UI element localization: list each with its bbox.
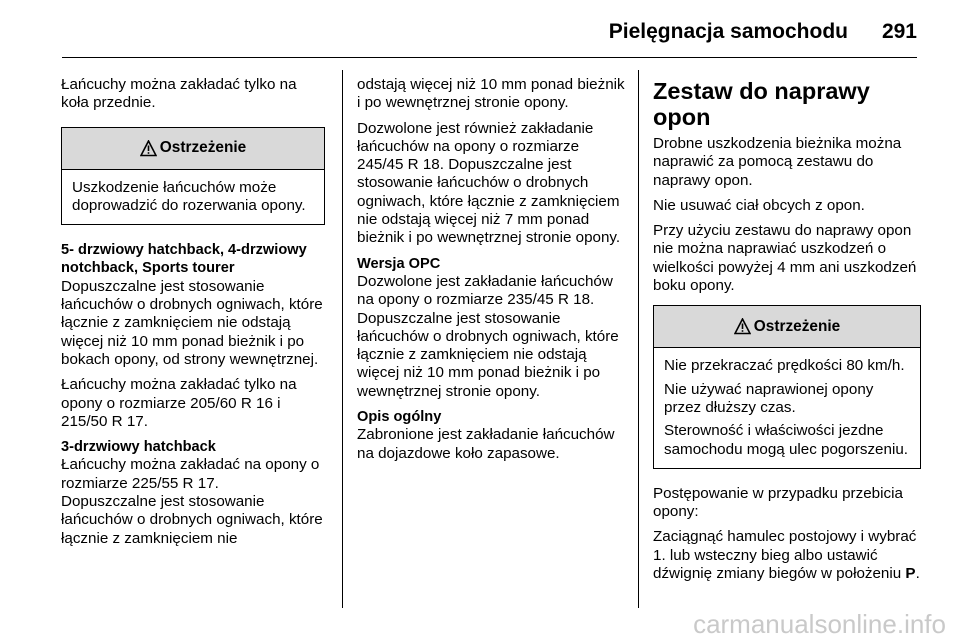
column-2 (357, 76, 625, 470)
warning-label: Ostrzeżenie (753, 317, 841, 335)
warning-triangle-icon (140, 140, 157, 157)
warning-handling: Sterowność i właściwości jezdne samochodu mogą ulec pogorszeniu. (664, 422, 908, 458)
warning-box-chains (61, 127, 325, 226)
p5-end: . (915, 565, 920, 583)
paragraph-3door-2: Dopuszczalne jest stosowanie łańcuchów o drobnych ogniwach, które łącznie z zamknięciem nie (61, 493, 323, 547)
section-title-repair-kit: Zestaw do naprawy opon (653, 78, 870, 130)
section-heading-5door: 5- drzwiowy hatchback, 4-drzwiowy notchback, Sports tourer (61, 242, 307, 277)
gear-position-p: P (905, 565, 916, 583)
warning-label: Ostrzeżenie (159, 138, 247, 156)
column-1 (61, 76, 325, 555)
column-divider-2 (638, 70, 639, 608)
paragraph-col3-4: Postępowanie w przypadku przebicia opony: (653, 484, 903, 521)
paragraph-col2-1: odstają więcej niż 10 mm ponad bieżnik i po wewnętrznej stronie opony. (357, 76, 625, 112)
warning-text: Uszkodzenie łańcuchów może doprowadzić do rozerwania opony. (72, 178, 306, 214)
paragraph-opc: Dozwolone jest zakładanie łańcuchów na opony o rozmiarze 235/45 R 18. Dopuszczalne jest stosowanie łańcuchów o drobnych ogniwach, które łącznie z zamknięciem nie odstają więcej niż 10 mm ponad bieżnik i po wewnętrznej stronie opony. (357, 272, 619, 400)
section-heading-opc: Wersja OPC (357, 255, 441, 272)
watermark: carmanualsonline.info (693, 609, 946, 639)
warning-triangle-icon (734, 318, 751, 335)
warning-body (62, 170, 324, 225)
warning-box-repair (653, 305, 921, 468)
paragraph-general: Zabronione jest zakładanie łańcuchów na dojazdowe koło zapasowe. (357, 426, 615, 462)
paragraph-3door-1: Łańcuchy można zakładać na opony o rozmiarze 225/55 R 17. (61, 456, 320, 492)
page-number: 291 (881, 20, 917, 43)
column-divider-1 (342, 70, 343, 608)
paragraph-col3-2: Nie usuwać ciał obcych z opon. (653, 196, 865, 214)
header-rule (62, 57, 917, 58)
warning-duration: Nie używać naprawionej opony przez dłuższy czas. (664, 380, 874, 416)
warning-body (654, 348, 920, 467)
paragraph-col3-3: Przy użyciu zestawu do naprawy opon nie można naprawiać uszkodzeń o wielkości powyżej 4 mm ani uszkodzeń boku opony. (653, 222, 917, 295)
paragraph-col3-1: Drobne uszkodzenia bieżnika można naprawić za pomocą zestawu do naprawy opon. (653, 135, 902, 189)
warning-speed: Nie przekraczać prędkości 80 km/h. (664, 357, 905, 375)
p5-text: Zaciągnąć hamulec postojowy i wybrać 1. lub wsteczny bieg albo ustawić dźwignię zmiany biegów w położeniu (653, 528, 917, 583)
paragraph-5door-1: Dopuszczalne jest stosowanie łańcuchów o drobnych ogniwach, które łącznie z zamknięciem nie odstają więcej niż 10 mm ponad bieżnik i po bokach opony, od strony wewnętrznej. (61, 277, 323, 368)
warning-header (62, 128, 324, 170)
section-heading-general: Opis ogólny (357, 409, 442, 426)
section-heading-3door: 3-drzwiowy hatchback (61, 439, 216, 456)
intro-text: Łańcuchy można zakładać tylko na koła przednie. (61, 76, 297, 112)
paragraph-col2-2: Dozwolone jest również zakładanie łańcuchów na opony o rozmiarze 245/45 R 18. Dopuszczalne jest stosowanie łańcuchów o drobnych ogniwach, które łącznie z zamknięciem nie odstają więcej niż 7 mm ponad bieżnik i po wewnętrznej stronie opony. (357, 119, 621, 247)
page-title: Pielęgnacja samochodu (608, 20, 848, 43)
paragraph-col3-5 (653, 528, 921, 583)
column-3 (653, 78, 921, 590)
paragraph-5door-2: Łańcuchy można zakładać tylko na opony o rozmiarze 205/60 R 16 i 215/50 R 17. (61, 376, 297, 430)
warning-header (654, 306, 920, 348)
page-header (0, 0, 960, 60)
